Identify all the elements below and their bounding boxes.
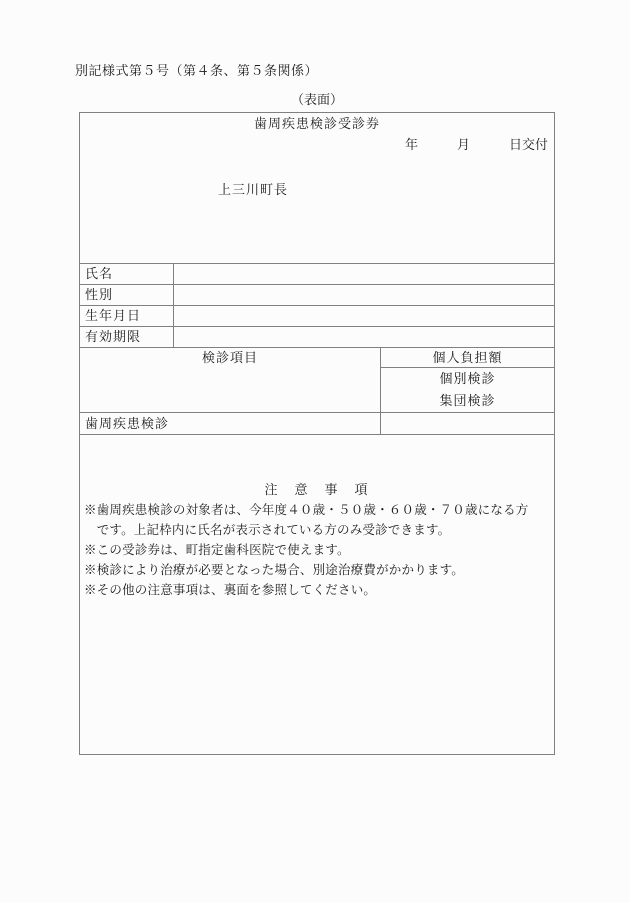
note-line: ※歯周疾患検診の対象者は、今年度４０歳・５０歳・６０歳・７０歳になる方 [84, 503, 529, 517]
exam-item-fee-cell [381, 413, 554, 434]
note-line: ※検診により治療が必要となった場合、別途治療費がかかります。 [84, 563, 465, 577]
field-value-birthdate [174, 306, 554, 326]
field-value-validity [174, 327, 554, 347]
notes-section [80, 435, 554, 754]
field-label-name: 氏名 [80, 264, 174, 284]
field-row-sex [80, 285, 554, 306]
issuer-name: 上三川町長 [218, 182, 289, 197]
fee-header-section [80, 348, 554, 413]
field-value-name [174, 264, 554, 284]
note-line: ※その他の注意事項は、裏面を参照してください。 [84, 583, 377, 597]
note-line: ※この受診券は、町指定歯科医院で使えます。 [84, 543, 350, 557]
copay-type-group: 集団検診 [439, 393, 496, 408]
copay-type-individual: 個別検診 [439, 371, 496, 386]
exam-item-header: 検診項目 [80, 348, 381, 412]
exam-ticket-table [79, 112, 555, 755]
field-row-validity [80, 327, 554, 348]
form-number: 別記様式第５号（第４条、第５条関係） [75, 63, 319, 78]
issue-date-line: 年 月 日交付 [404, 137, 548, 152]
field-label-validity: 有効期限 [80, 327, 174, 347]
field-label-birthdate: 生年月日 [80, 306, 174, 326]
exam-item-row [80, 413, 554, 435]
copay-header: 個人負担額 [381, 348, 554, 368]
field-value-sex [174, 285, 554, 305]
ticket-header [80, 113, 554, 264]
field-row-name [80, 264, 554, 285]
exam-item-label: 歯周疾患検診 [80, 413, 381, 434]
ticket-title: 歯周疾患検診受診券 [253, 116, 380, 131]
copay-column [381, 348, 554, 412]
field-label-sex: 性別 [80, 285, 174, 305]
side-label-front: （表面） [290, 92, 343, 107]
field-row-birthdate [80, 306, 554, 327]
note-line: です。上記枠内に氏名が表示されている方のみ受診できます。 [84, 523, 451, 537]
notes-heading: 注 意 事 項 [264, 482, 370, 497]
